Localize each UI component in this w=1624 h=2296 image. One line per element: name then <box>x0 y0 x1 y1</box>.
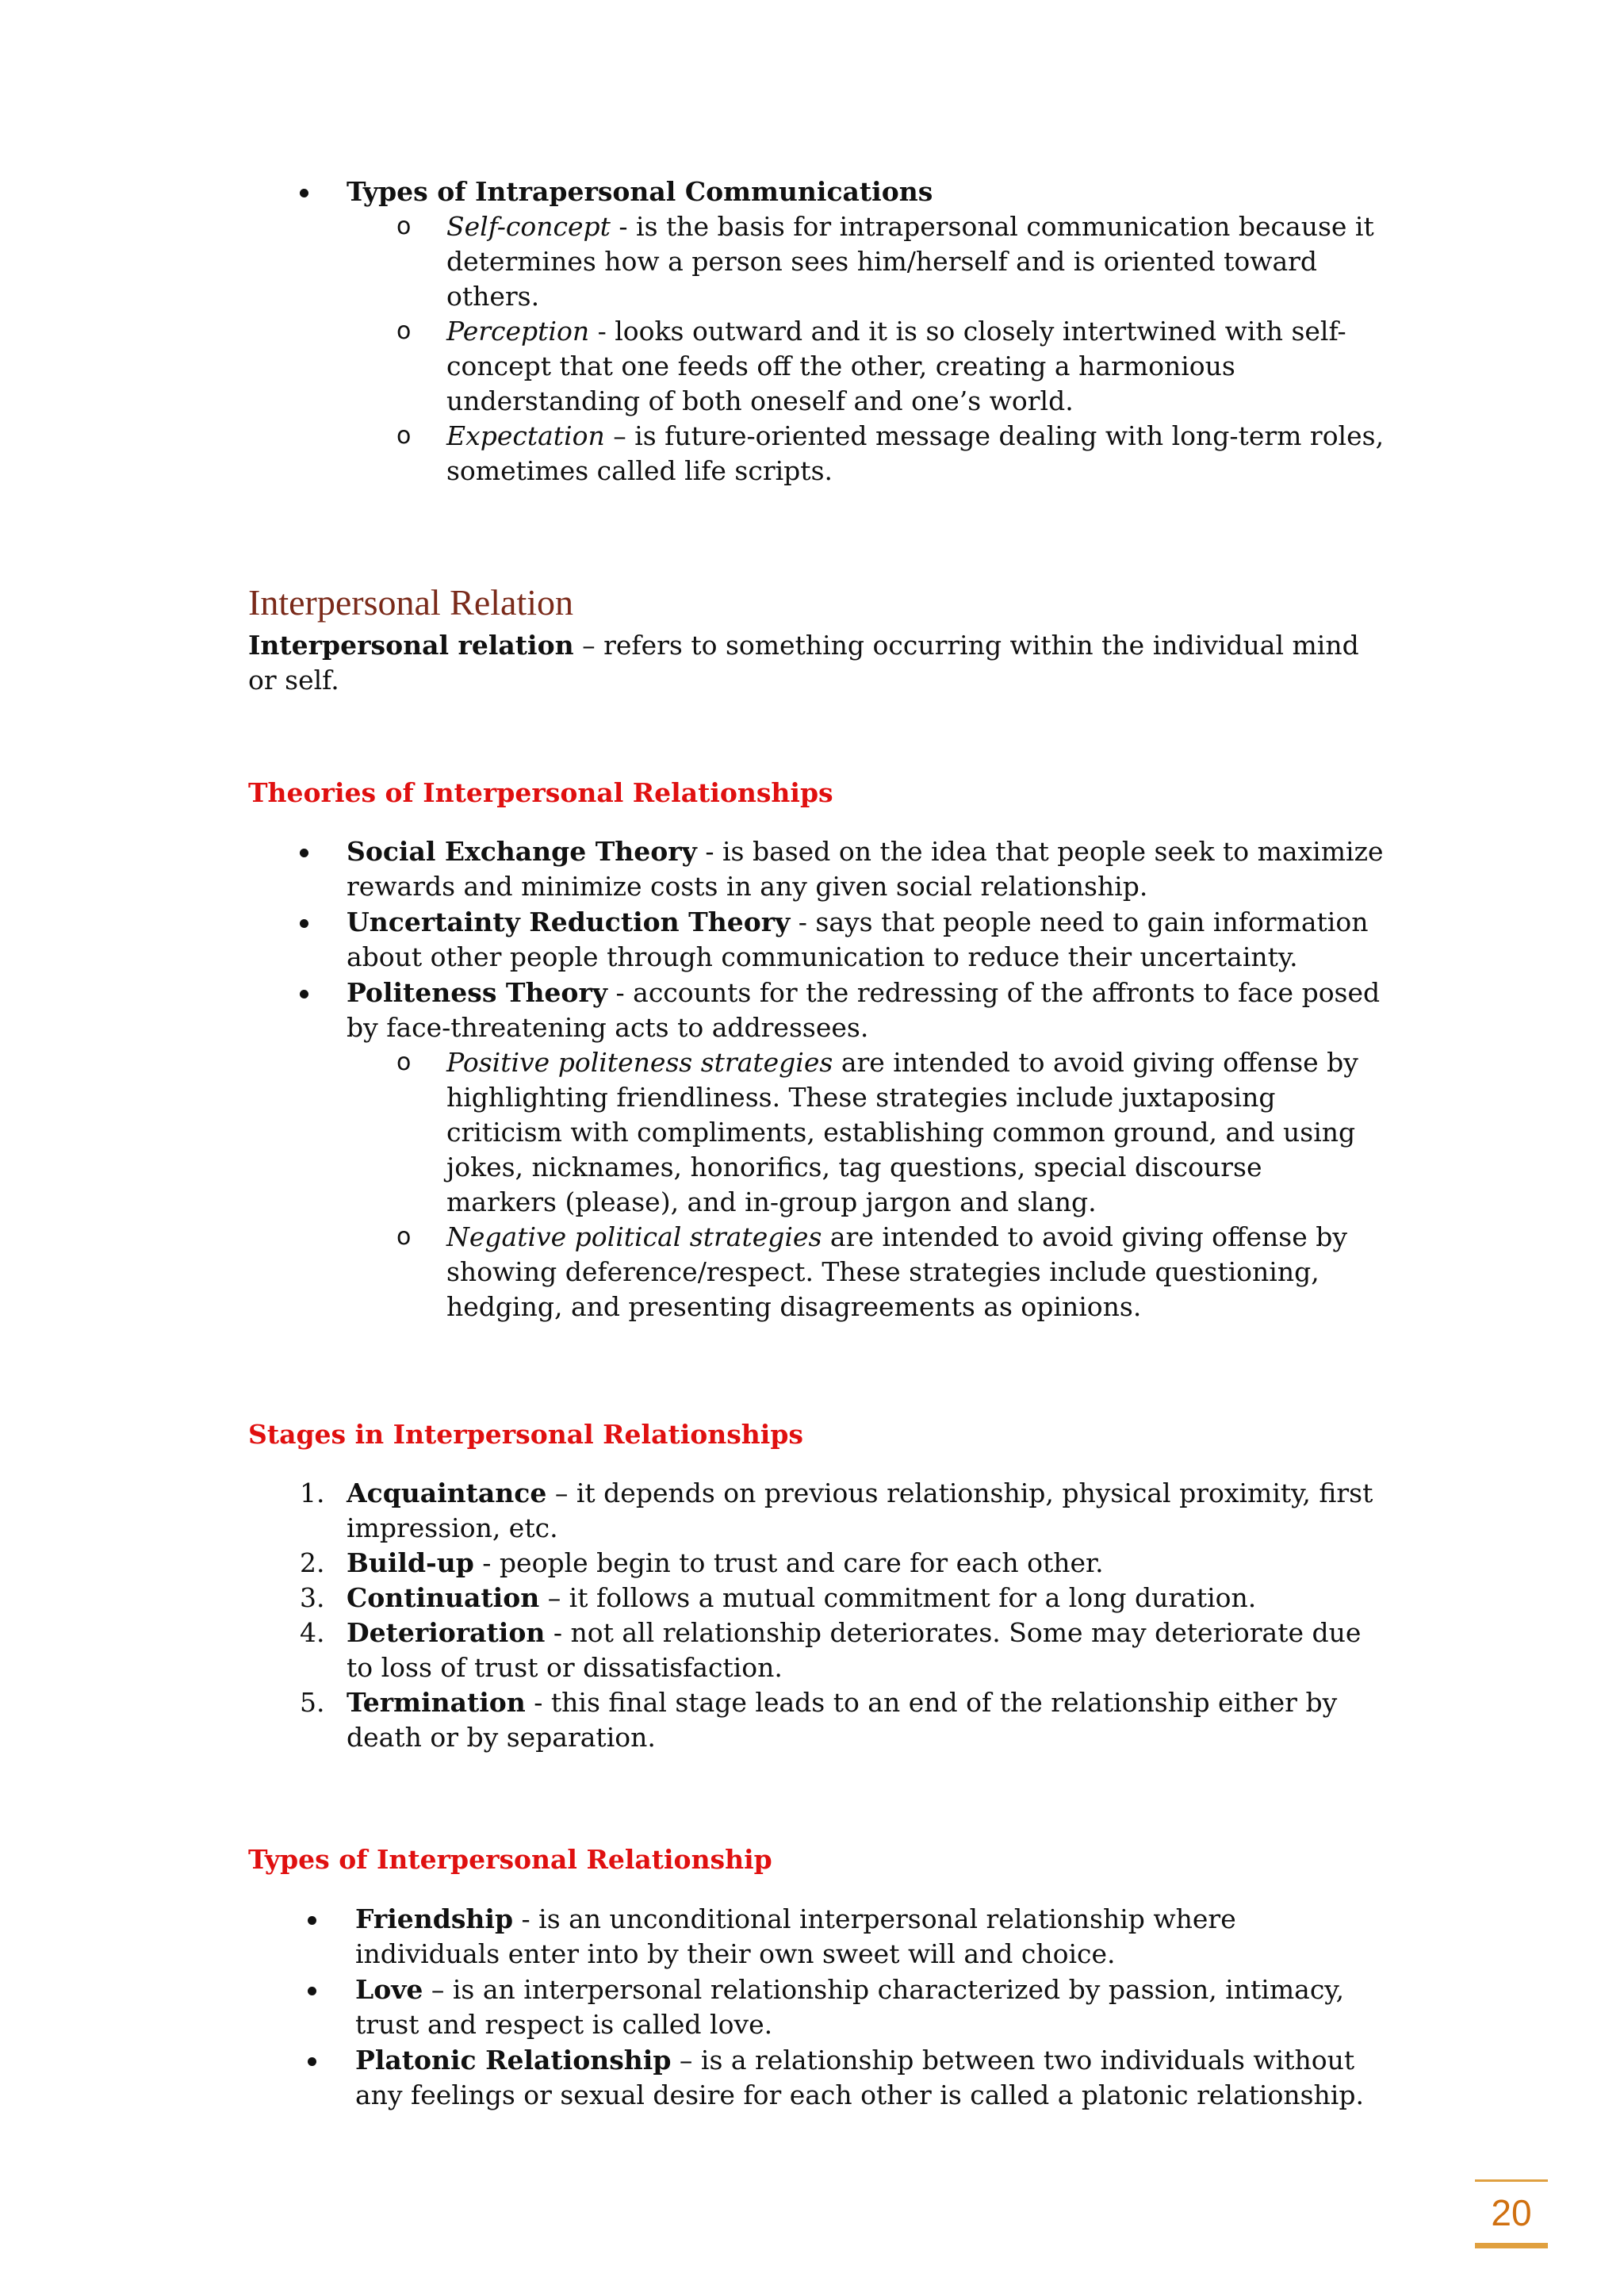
circle-bullet-icon: o <box>396 213 412 240</box>
page-number-box <box>1475 2179 1548 2248</box>
list-item-termination: Termination - this final stage leads to an end of the relationship either by death or by separation. <box>347 1687 1338 1753</box>
bullet-icon <box>308 1916 316 1925</box>
circle-bullet-icon: o <box>396 422 412 450</box>
page-number-bottom-rule <box>1475 2243 1548 2248</box>
list-item-platonic: Platonic Relationship – is a relationship between two individuals without any feelings or sexual desire for each other is called a platonic relationship. <box>355 2045 1364 2110</box>
bullet-icon <box>308 1987 316 1995</box>
list-item-deterioration: Deterioration - not all relationship deteriorates. Some may deteriorate due to loss of trust or dissatisfaction. <box>347 1617 1362 1683</box>
circle-bullet-icon: o <box>396 1048 412 1076</box>
list-item-self-concept: Self-concept - is the basis for intrapersonal communication because it determines how a person sees him/herself and is oriented toward others. <box>446 211 1374 312</box>
list-item-perception: Perception - looks outward and it is so closely intertwined with self- concept that one feeds off the other, creating a harmonious understanding of both oneself and one’s world. <box>446 316 1346 416</box>
list-number: 4. <box>300 1617 325 1648</box>
list-item-love: Love – is an interpersonal relationship characterized by passion, intimacy, trust and respect is called love. <box>355 1974 1345 2040</box>
list-item-uncertainty-reduction: Uncertainty Reduction Theory - says that people need to gain information about other people through communication to reduce their uncertainty. <box>347 907 1369 972</box>
bullet-icon <box>300 189 308 197</box>
list-item-negative-political: Negative political strategies are intended to avoid giving offense by showing deference/respect. These strategies include questioning, hedging, and presenting disagreements as opinions. <box>446 1221 1348 1322</box>
circle-bullet-icon: o <box>396 317 412 345</box>
list-item-continuation: Continuation – it follows a mutual commitment for a long duration. <box>347 1582 1257 1613</box>
page-number: 20 <box>1491 2192 1532 2233</box>
bullet-icon <box>300 919 308 928</box>
bullet-icon <box>300 849 308 857</box>
stages-heading: Stages in Interpersonal Relationships <box>248 1419 803 1450</box>
list-item-positive-politeness: Positive politeness strategies are intended to avoid giving offense by highlighting friendliness. These strategies include juxtaposing criticism with compliments, establishing common ground, and using jokes, nicknames, honorifics, tag questions, special discourse markers (please), and in-group jargon and slang. <box>446 1047 1358 1217</box>
list-number: 2. <box>300 1547 325 1578</box>
page-number-top-rule <box>1475 2179 1548 2182</box>
list-item-acquaintance: Acquaintance – it depends on previous relationship, physical proximity, first impression, etc. <box>347 1478 1373 1543</box>
bullet-icon <box>308 2057 316 2066</box>
circle-bullet-icon: o <box>396 1223 412 1251</box>
list-item-friendship: Friendship - is an unconditional interpersonal relationship where individuals enter into by their own sweet will and choice. <box>355 1903 1236 1969</box>
list-number: 5. <box>300 1687 325 1718</box>
list-number: 3. <box>300 1582 325 1613</box>
list-number: 1. <box>300 1478 325 1508</box>
interpersonal-relation-definition: Interpersonal relation – refers to something occurring within the individual mind or self. <box>248 630 1359 696</box>
theories-heading: Theories of Interpersonal Relationships <box>248 777 833 808</box>
types-heading: Types of Interpersonal Relationship <box>248 1844 772 1875</box>
list-item-expectation: Expectation – is future-oriented message dealing with long-term roles, sometimes called life scripts. <box>446 420 1385 486</box>
section-title-interpersonal-relation: Interpersonal Relation <box>248 582 574 623</box>
intrapersonal-types-heading: Types of Intrapersonal Communications <box>347 176 933 207</box>
bullet-icon <box>300 990 308 999</box>
list-item-social-exchange: Social Exchange Theory - is based on the idea that people seek to maximize rewards and minimize costs in any given social relationship. <box>347 836 1384 902</box>
list-item-politeness-theory: Politeness Theory - accounts for the redressing of the affronts to face posed by face-threatening acts to addressees. <box>347 977 1381 1043</box>
list-item-build-up: Build-up - people begin to trust and care for each other. <box>347 1547 1104 1578</box>
